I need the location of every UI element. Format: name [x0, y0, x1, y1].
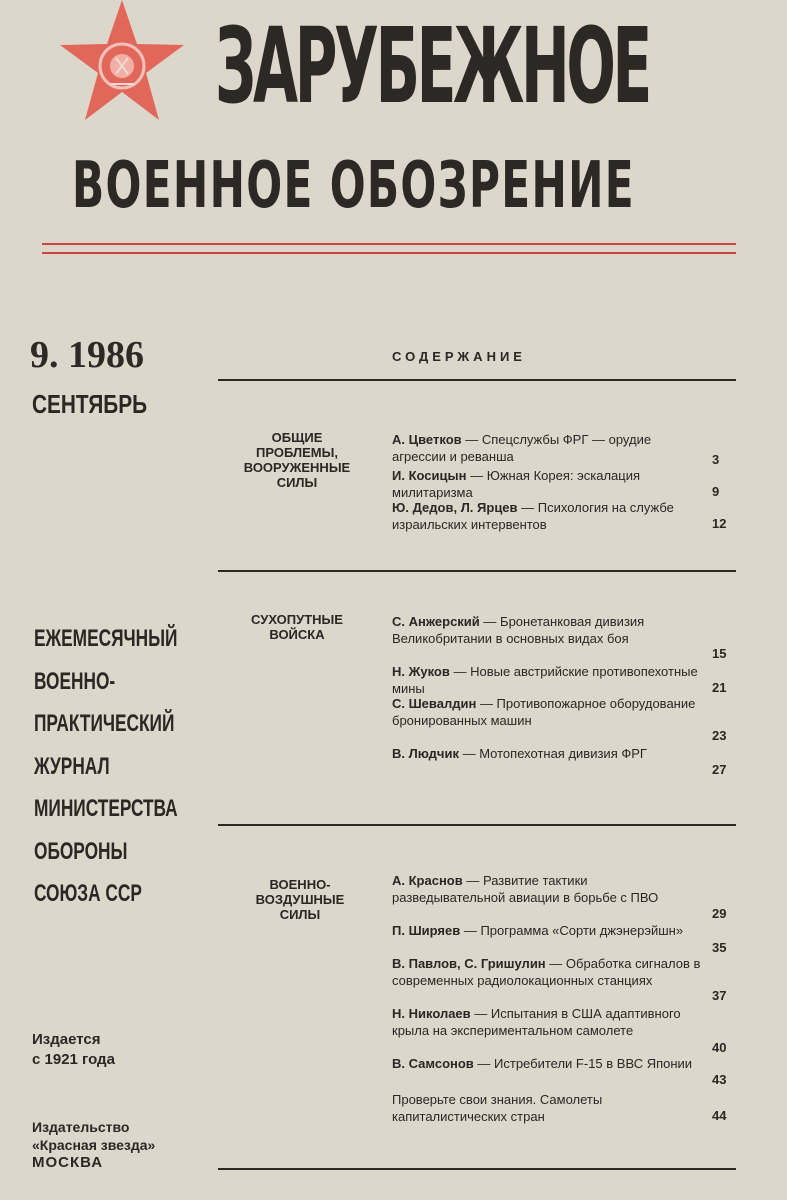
- contents-entry[interactable]: А. Цветков — Спецслужбы ФРГ — орудие агрессии и реванша: [392, 432, 652, 464]
- section-heading-air-force: ВОЕННО- ВОЗДУШНЫЕ СИЛЫ: [255, 877, 345, 922]
- page-number: 15: [712, 646, 727, 661]
- contents-entry[interactable]: Н. Николаев — Испытания в США адаптивного крыла на экспериментальном самолете: [392, 1006, 681, 1038]
- section-rule: [218, 379, 736, 381]
- section-rule: [218, 1168, 736, 1170]
- page-number: 43: [712, 1072, 727, 1087]
- page-number: 35: [712, 940, 727, 955]
- section-heading-ground-forces: СУХОПУТНЫЕ ВОЙСКА: [251, 612, 343, 642]
- contents-entry[interactable]: Н. Жуков — Новые австрийские противопехотные мины: [392, 664, 698, 696]
- contents-entry[interactable]: Ю. Дедов, Л. Ярцев — Психология на службе израильских интервентов: [392, 500, 674, 532]
- masthead-title-line2: ВОЕННОЕ ОБОЗРЕНИЕ: [72, 149, 635, 223]
- section-rule: [218, 570, 736, 572]
- page-number: 40: [712, 1040, 727, 1055]
- contents-entry[interactable]: В. Самсонов — Истребители F-15 в ВВС Японии: [392, 1056, 693, 1071]
- journal-description: ЕЖЕМЕСЯЧНЫЙ ВОЕННО- ПРАКТИЧЕСКИЙ ЖУРНАЛ МИНИСТЕРСТВА ОБОРОНЫ СОЮЗА ССР: [34, 625, 178, 907]
- contents-entry[interactable]: С. Шевалдин — Противопожарное оборудование бронированных машин: [392, 696, 696, 728]
- page-number: 29: [712, 906, 727, 921]
- red-divider-bottom: [42, 252, 736, 254]
- red-star-emblem: [58, 0, 186, 124]
- page-number: 44: [712, 1108, 727, 1123]
- contents-entry[interactable]: В. Павлов, С. Гришулин — Обработка сигналов в современных радиолокационных станциях: [392, 956, 701, 988]
- page-number: 12: [712, 516, 727, 531]
- contents-entry[interactable]: И. Косицын — Южная Корея: эскалация милитаризма: [392, 468, 641, 500]
- contents-entry[interactable]: В. Людчик — Мотопехотная дивизия ФРГ: [392, 746, 647, 761]
- section-rule: [218, 824, 736, 826]
- publisher-info: Издательство «Красная звезда» МОСКВА: [32, 1119, 156, 1171]
- issue-number: 9. 1986: [30, 334, 144, 376]
- page-number: 3: [712, 452, 720, 467]
- page-number: 21: [712, 680, 727, 695]
- published-since: Издается с 1921 года: [32, 1031, 115, 1068]
- contents-entry[interactable]: А. Краснов — Развитие тактики разведывательной авиации в борьбе с ПВО: [392, 873, 659, 905]
- page-number: 23: [712, 728, 727, 743]
- page-number: 9: [712, 484, 720, 499]
- page-number: 37: [712, 988, 727, 1003]
- contents-entry[interactable]: С. Анжерский — Бронетанковая дивизия Великобритании в основных видах боя: [392, 614, 645, 646]
- contents-entry[interactable]: П. Ширяев — Программа «Сорти джэнерэйшн»: [392, 923, 684, 938]
- masthead-title-line1: ЗАРУБЕЖНОЕ: [215, 5, 649, 127]
- contents-entry[interactable]: Проверьте свои знания. Самолеты капиталистических стран: [392, 1092, 603, 1124]
- page-number: 27: [712, 762, 727, 777]
- red-divider-top: [42, 243, 736, 245]
- section-heading-general: ОБЩИЕ ПРОБЛЕМЫ, ВООРУЖЕННЫЕ СИЛЫ: [243, 430, 351, 490]
- contents-title: СОДЕРЖАНИЕ: [392, 349, 526, 364]
- issue-month: СЕНТЯБРЬ: [32, 389, 148, 419]
